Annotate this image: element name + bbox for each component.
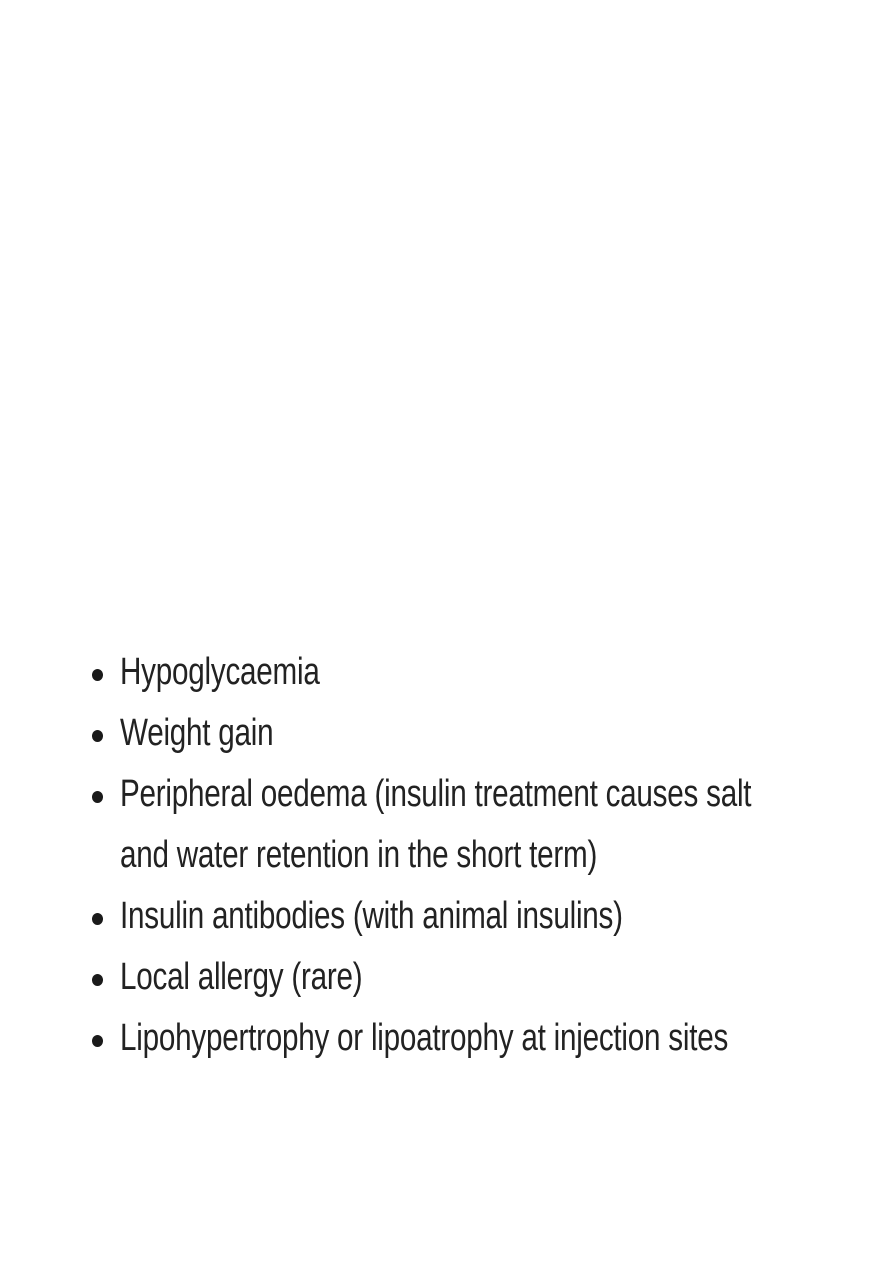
- bullet-icon: [92, 730, 103, 742]
- list-item-text: Insulin antibodies (with animal insulins): [120, 895, 623, 937]
- list-item-text: Hypoglycaemia: [120, 651, 320, 693]
- bullet-icon: [92, 1035, 103, 1047]
- bullet-icon: [92, 669, 103, 681]
- list-item-text: Lipohypertrophy or lipoatrophy at injection sites: [120, 1017, 729, 1059]
- list-item-text: Local allergy (rare): [120, 956, 363, 998]
- list-item-text: Peripheral oedema (insulin treatment causes salt and water retention in the short term): [120, 773, 752, 876]
- list-item: [92, 1008, 812, 1069]
- list-item: [92, 764, 812, 886]
- list-item: [92, 947, 812, 1008]
- bullet-icon: [92, 791, 103, 803]
- bullet-icon: [92, 974, 103, 986]
- list-item: [92, 642, 812, 703]
- bullet-icon: [92, 913, 103, 925]
- side-effects-list: [92, 642, 812, 1069]
- list-item: [92, 703, 812, 764]
- list-item: [92, 886, 812, 947]
- list-item-text: Weight gain: [120, 712, 274, 754]
